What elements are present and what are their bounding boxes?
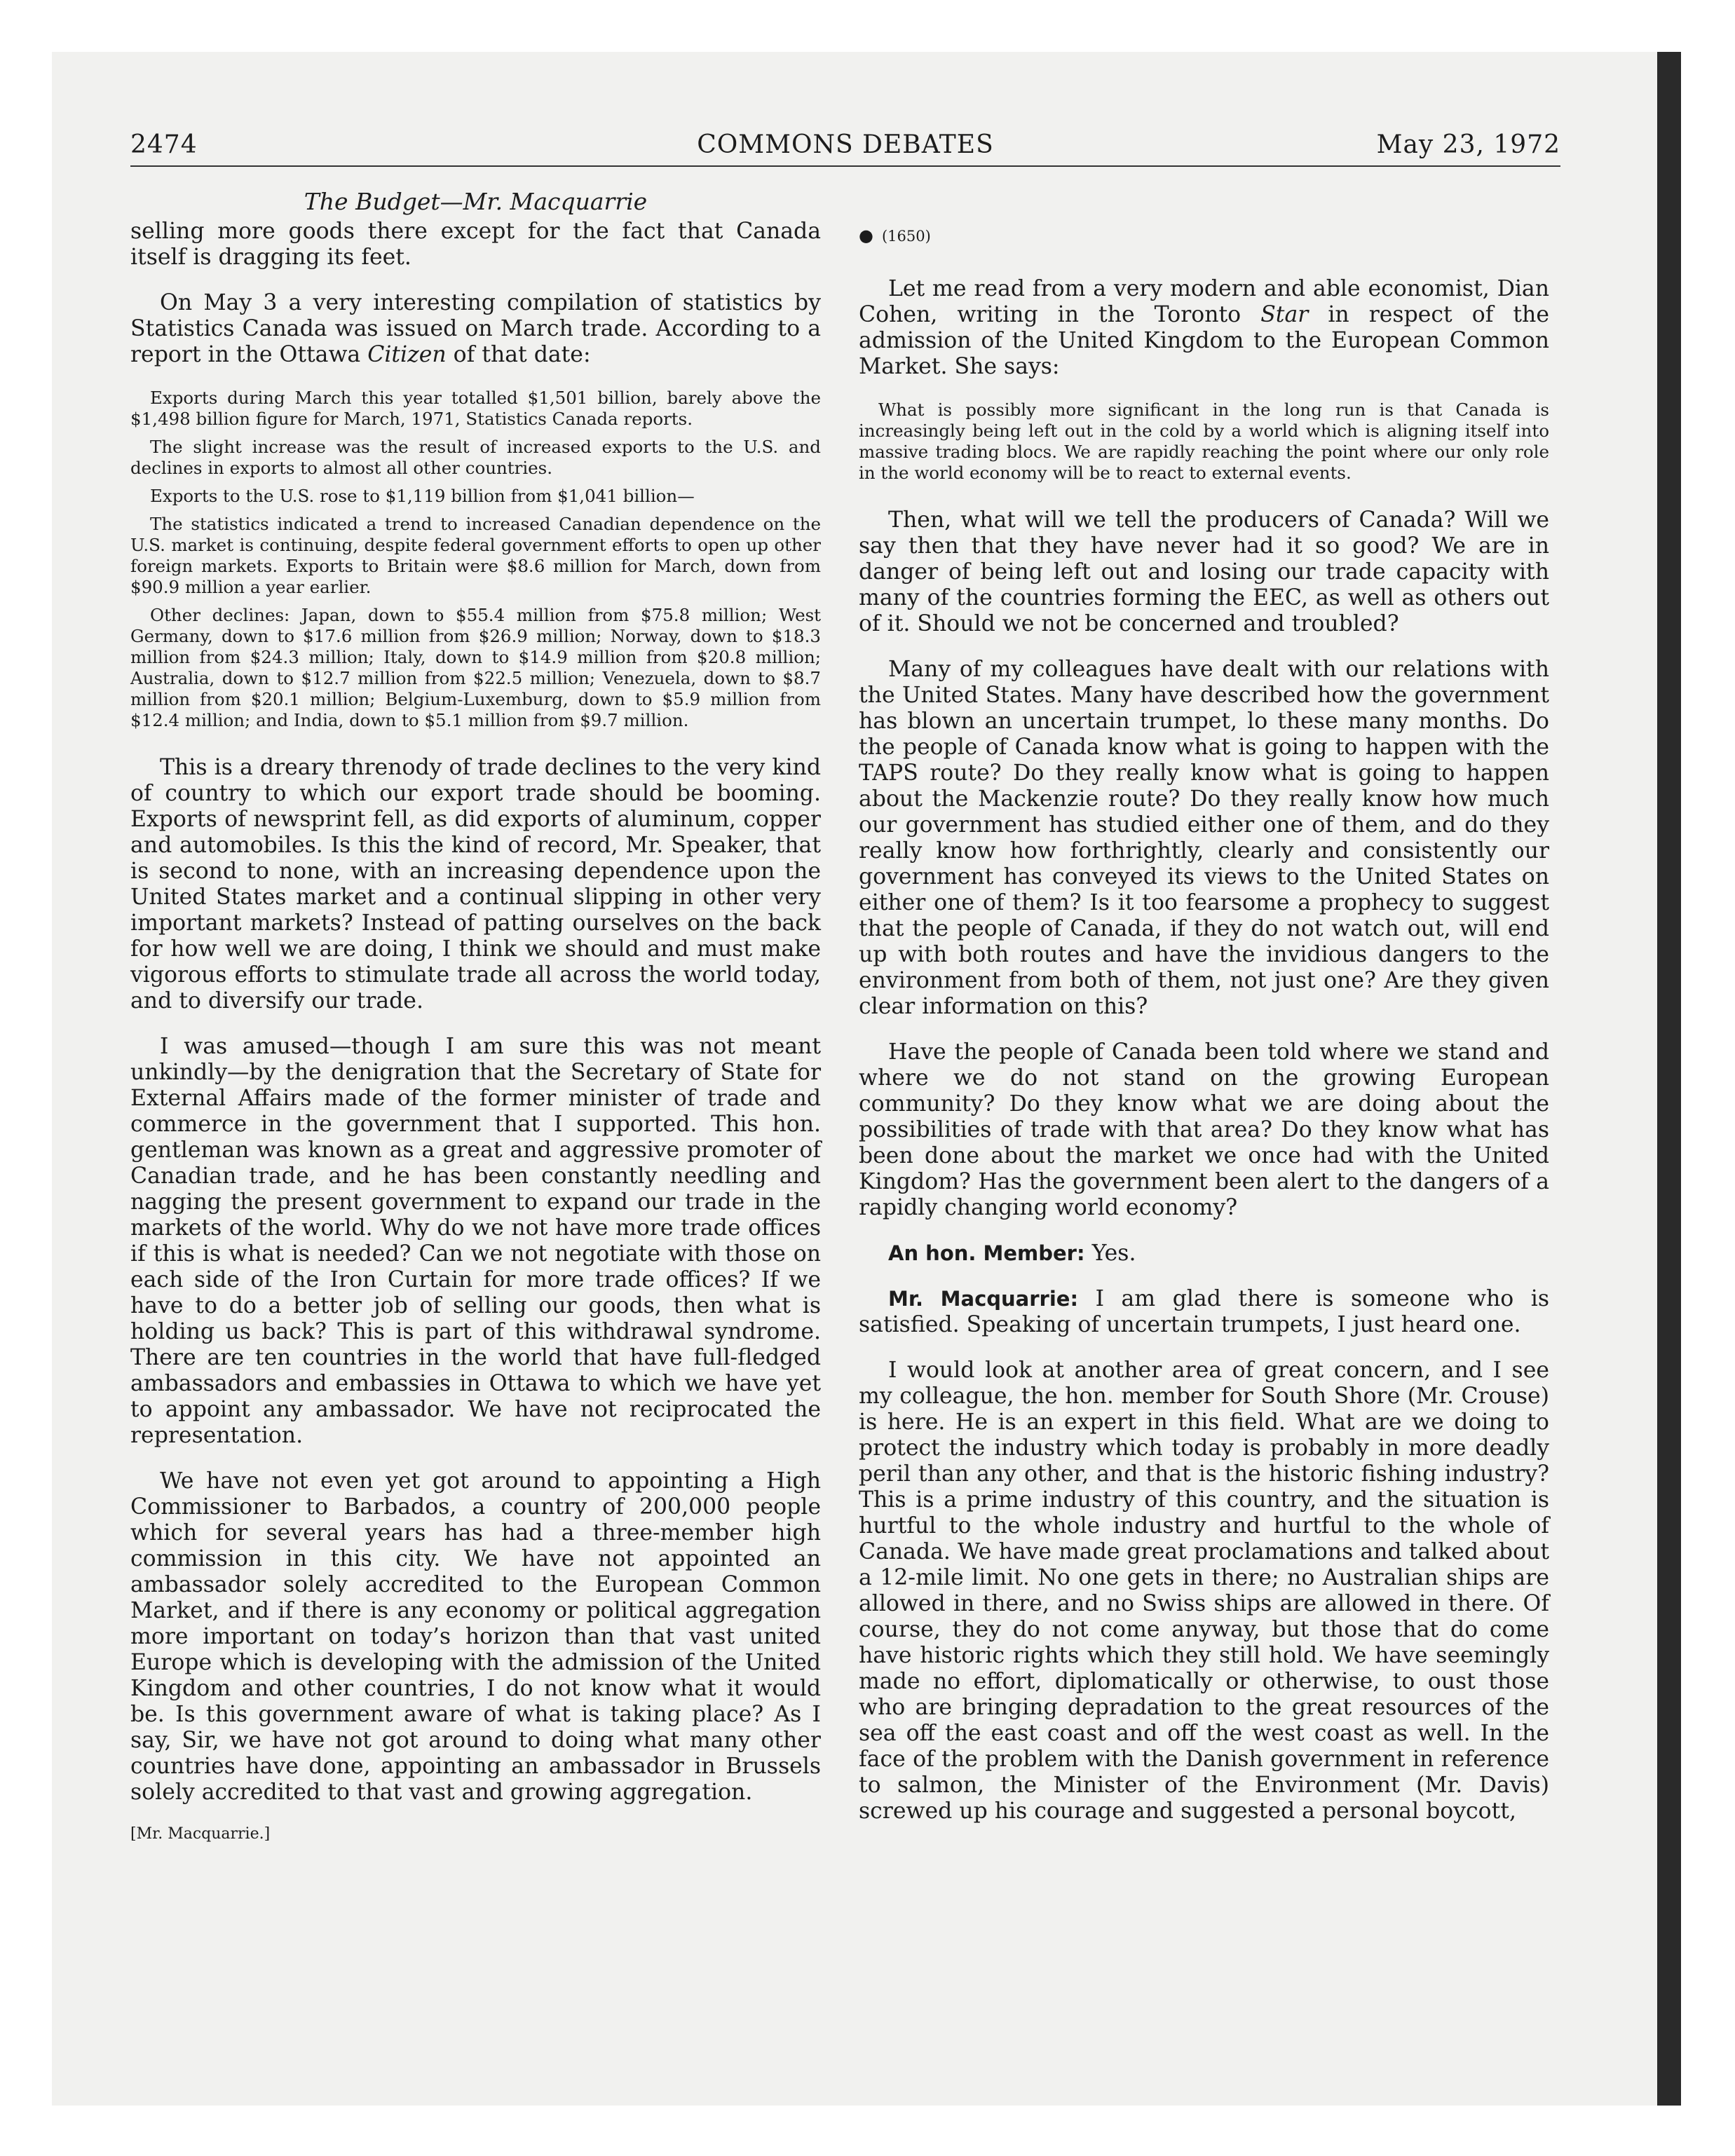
page-header [130,130,1560,167]
paragraph: This is a dreary threnody of trade declines to the very kind of country to which our export trade should be booming. Exports of newsprint fell, as did exports of aluminum, copper and automobiles. Is this the kind of record, Mr. Speaker, that is second to none, with an increasing dependence upon the United States market and a continual slipping in other very important markets? Instead of patting ourselves on the back for how well we are doing, I think we should and must make vigorous efforts to stimulate trade all across the world today, and to diversify our trade. [130,755,821,1014]
bullet-icon: ● [859,226,873,245]
speaker-line: Mr. Macquarrie: I am glad there is someone who is satisfied. Speaking of uncertain trumpets, I just heard one. [859,1286,1549,1337]
newspaper-name: Citizen [367,342,447,367]
quotation: Other declines: Japan, down to $55.4 million from $75.8 million; West Germany, down to $17.6 million from $26.9 million; Norway, down to $18.3 million from $24.3 million; Italy, down to $14.9 million from $20.8 million; Australia, down to $12.7 million from $22.5 million; Venezuela, down to $8.7 million from $20.1 million; Belgium-Luxemburg, down to $5.9 million from $12.4 million; and India, down to $5.1 million from $9.7 million. [130,605,821,730]
quotation: The slight increase was the result of increased exports to the U.S. and declines in exports to almost all other countries. [130,437,821,478]
page-date: May 23, 1972 [1376,130,1560,159]
paragraph: On May 3 a very interesting compilation of statistics by Statistics Canada was issued on March trade. According to a report in the Ottawa Citizen of that date: [130,290,821,367]
paragraph: Many of my colleagues have dealt with our relations with the United States. Many have described how the government has blown an uncertain trumpet, lo these many months. Do the people of Canada know what is going to happen with the TAPS route? Do they really know what is going to happen about the Mackenzie route? Do they really know how much our government has studied either one of them, and do they really know how forthrightly, clearly and consistently our government has conveyed its views to the United States on either one of them? Is it too fearsome a prophecy to suggest that the people of Canada, if they do not watch out, will end up with both routes and have the invidious dangers to the environment from both of them, not just one? Are they given clear information on this? [859,657,1549,1019]
speaker-name: Mr. Macquarrie: [888,1287,1079,1311]
newspaper-name: Star [1260,302,1309,327]
paragraph: I would look at another area of great concern, and I see my colleague, the hon. member for South Shore (Mr. Crouse) is here. He is an expert in this field. What are we doing to protect the industry which today is probably in more deadly peril than any other, and that is the historic fishing industry? This is a prime industry of this country, and the situation is hurtful to the whole industry and hurtful to the whole of Canada. We have made great proclamations and talked about a 12-mile limit. No one gets in there; no Australian ships are allowed in there, and no Swiss ships are allowed in there. Of course, they do not come anyway, but those that do come have historic rights which they still hold. We have seemingly made no effort, diplomatically or otherwise, to oust those who are bringing depradation to the great resources of the sea off the east coast and off the west coast as well. In the face of the problem with the Danish government in reference to salmon, the Minister of the Environment (Mr. Davis) screwed up his courage and suggested a personal boycott, [859,1358,1549,1824]
quotation: The statistics indicated a trend to increased Canadian dependence on the U.S. market is continuing, despite federal government efforts to open up other foreign markets. Exports to Britain were $8.6 million for March, down from $90.9 million a year earlier. [130,514,821,597]
quotation: What is possibly more significant in the long run is that Canada is increasingly being left out in the cold by a world which is aligning itself into massive trading blocs. We are rapidly reaching the point where our only role in the world economy will be to react to external events. [859,400,1549,483]
journal-title: COMMONS DEBATES [697,130,994,159]
paragraph: selling more goods there except for the fact that Canada itself is dragging its feet. [130,219,821,270]
paragraph: I was amused—though I am sure this was not meant unkindly—by the denigration that the Secretary of State for External Affairs made of the former minister of trade and commerce in the government that I supported. This hon. gentleman was known as a great and aggressive promoter of Canadian trade, and he has been constantly needling and nagging the present government to expand our trade in the markets of the world. Why do we not have more trade offices if this is what is needed? Can we not negotiate with those on each side of the Iron Curtain for more trade offices? If we have to do a better job of selling our goods, then what is holding us back? This is part of this withdrawal syndrome. There are ten countries in the world that have full-fledged ambassadors and embassies in Ottawa to which we have yet to appoint any ambassador. We have not reciprocated the representation. [130,1034,821,1448]
scan-edge-shadow [1657,52,1681,2106]
paragraph: We have not even yet got around to appointing a High Commissioner to Barbados, a country of 200,000 people which for several years has had a three-member high commission in this city. We have not appointed an ambassador solely accredited to the European Common Market, and if there is any economy or political aggregation more important on today’s horizon than that vast united Europe which is developing with the admission of the United Kingdom and other countries, I do not know what it would be. Is this government aware of what is taking place? As I say, Sir, we have not got around to doing what many other countries have done, appointing an ambassador in Brussels solely accredited to that vast and growing aggregation. [130,1468,821,1805]
paragraph: Have the people of Canada been told where we stand and where we do not stand on the growing European community? Do they know what we are doing about the possibilities of trade with that area? Do they know what has been done about the market we once had with the United Kingdom? Has the government been alert to the dangers of a rapidly changing world economy? [859,1039,1549,1220]
page-number: 2474 [130,130,198,159]
speaker-signature: [Mr. Macquarrie.] [130,1825,271,1843]
paragraph: Then, what will we tell the producers of Canada? Will we say then that they have never had it so good? We are in danger of being left out and losing our trade capacity with many of the countries forming the EEC, as well as others out of it. Should we not be concerned and troubled? [859,507,1549,636]
speaker-line: An hon. Member: Yes. [888,1241,1136,1266]
paragraph: Let me read from a very modern and able economist, Dian Cohen, writing in the Toronto Star in respect of the admission of the United Kingdom to the European Common Market. She says: [859,276,1549,379]
running-head: The Budget—Mr. Macquarrie [304,188,648,215]
quotation: Exports to the U.S. rose to $1,119 billion from $1,041 billion— [150,486,695,506]
quotation: Exports during March this year totalled $1,501 billion, barely above the $1,498 billion figure for March, 1971, Statistics Canada reports. [130,388,821,429]
left-column [130,219,821,1843]
header-rule [130,165,1560,167]
right-column [859,219,1549,1844]
time-marker: ● (1650) [859,226,931,245]
speaker-name: An hon. Member: [888,1241,1085,1265]
